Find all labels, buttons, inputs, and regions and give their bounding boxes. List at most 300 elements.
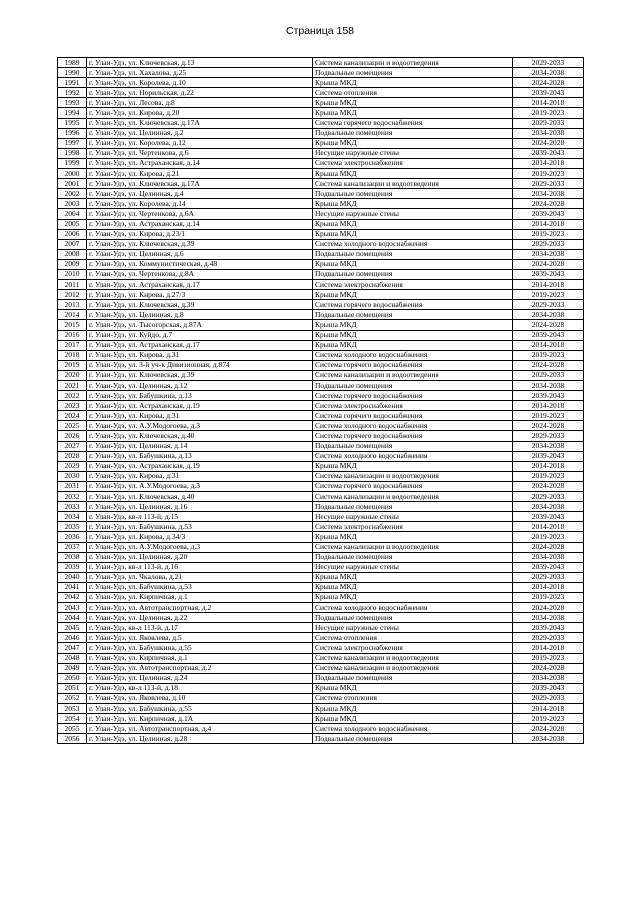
period-cell: 2024-2028 — [513, 78, 584, 88]
table-row — [58, 98, 584, 108]
work-type-cell: Крыша МКД — [313, 138, 513, 148]
table-row — [58, 532, 584, 542]
table-row — [58, 280, 584, 290]
address-cell: г. Улан-Удэ, ул. Королева, д.10 — [87, 78, 313, 88]
row-number-cell: 2037 — [58, 542, 87, 552]
address-cell: г. Улан-Удэ, ул. Бабушкина, д.55 — [87, 643, 313, 653]
work-type-cell: Система холодного водоснабжения — [313, 350, 513, 360]
table-body — [58, 58, 584, 744]
row-number-cell: 2025 — [58, 421, 87, 431]
table-row — [58, 209, 584, 219]
period-cell: 2024-2028 — [513, 481, 584, 491]
table-row — [58, 158, 584, 168]
period-cell: 2034-2038 — [513, 502, 584, 512]
address-cell: г. Улан-Удэ, ул. Ключевская, д.40 — [87, 492, 313, 502]
row-number-cell: 2034 — [58, 512, 87, 522]
work-type-cell: Несущие наружные стены — [313, 623, 513, 633]
table-row — [58, 441, 584, 451]
period-cell: 2034-2038 — [513, 189, 584, 199]
row-number-cell: 1997 — [58, 138, 87, 148]
work-type-cell: Система отопления — [313, 88, 513, 98]
table-row — [58, 411, 584, 421]
row-number-cell: 2029 — [58, 461, 87, 471]
address-cell: г. Улан-Удэ, ул. Бабушкина, д.55 — [87, 704, 313, 714]
table-row — [58, 370, 584, 380]
work-type-cell: Крыша МКД — [313, 330, 513, 340]
address-cell: г. Улан-Удэ, ул. Чкалова, д.21 — [87, 572, 313, 582]
period-cell: 2039-2043 — [513, 88, 584, 98]
address-cell: г. Улан-Удэ, ул. Кирова, д.34/3 — [87, 532, 313, 542]
period-cell: 2034-2038 — [513, 128, 584, 138]
period-cell: 2034-2038 — [513, 734, 584, 744]
work-type-cell: Несущие наружные стены — [313, 148, 513, 158]
address-cell: г. Улан-Удэ, кв-л 113-й, д.17 — [87, 623, 313, 633]
work-type-cell: Система горячего водоснабжения — [313, 300, 513, 310]
address-cell: г. Улан-Удэ, ул. А.У.Модогоева, д.3 — [87, 421, 313, 431]
table-row — [58, 189, 584, 199]
address-cell: г. Улан-Удэ, ул. Лесова, д.8 — [87, 98, 313, 108]
period-cell: 2024-2028 — [513, 542, 584, 552]
table-row — [58, 290, 584, 300]
address-cell: г. Улан-Удэ, ул. Бабушкина, д.53 — [87, 582, 313, 592]
work-type-cell: Система холодного водоснабжения — [313, 603, 513, 613]
period-cell: 2014-2018 — [513, 643, 584, 653]
period-cell: 2019-2023 — [513, 471, 584, 481]
work-type-cell: Крыша МКД — [313, 714, 513, 724]
table-row — [58, 572, 584, 582]
period-cell: 2014-2018 — [513, 340, 584, 350]
table-row — [58, 552, 584, 562]
period-cell: 2029-2033 — [513, 300, 584, 310]
row-number-cell: 2041 — [58, 582, 87, 592]
work-type-cell: Крыша МКД — [313, 169, 513, 179]
work-type-cell: Система электроснабжения — [313, 643, 513, 653]
work-type-cell: Система канализации и водоотведения — [313, 663, 513, 673]
period-cell: 2014-2018 — [513, 280, 584, 290]
table-row — [58, 320, 584, 330]
period-cell: 2039-2043 — [513, 451, 584, 461]
address-cell: г. Улан-Удэ, ул. Автотранспортная, д.4 — [87, 724, 313, 734]
address-cell: г. Улан-Удэ, кв-л 113-й, д.15 — [87, 512, 313, 522]
address-cell: г. Улан-Удэ, ул. Чертенкова, д.8А — [87, 269, 313, 279]
period-cell: 2034-2038 — [513, 68, 584, 78]
work-type-cell: Крыша МКД — [313, 219, 513, 229]
address-cell: г. Улан-Удэ, ул. Кирова, д.31 — [87, 411, 313, 421]
work-type-cell: Система канализации и водоотведения — [313, 471, 513, 481]
table-row — [58, 663, 584, 673]
works-schedule-table — [57, 57, 584, 744]
row-number-cell: 2031 — [58, 481, 87, 491]
row-number-cell: 2035 — [58, 522, 87, 532]
address-cell: г. Улан-Удэ, ул. Ключевская, д.13 — [87, 58, 313, 68]
work-type-cell: Система канализации и водоотведения — [313, 179, 513, 189]
work-type-cell: Система горячего водоснабжения — [313, 481, 513, 491]
table-row — [58, 683, 584, 693]
table-row — [58, 704, 584, 714]
work-type-cell: Несущие наружные стены — [313, 512, 513, 522]
period-cell: 2039-2043 — [513, 683, 584, 693]
address-cell: г. Улан-Удэ, ул. Целинная, д.12 — [87, 381, 313, 391]
row-number-cell: 2039 — [58, 562, 87, 572]
work-type-cell: Подвальные помещения — [313, 734, 513, 744]
row-number-cell: 2009 — [58, 259, 87, 269]
work-type-cell: Несущие наружные стены — [313, 562, 513, 572]
table-row — [58, 350, 584, 360]
row-number-cell: 2012 — [58, 290, 87, 300]
row-number-cell: 2000 — [58, 169, 87, 179]
work-type-cell: Подвальные помещения — [313, 552, 513, 562]
work-type-cell: Система холодного водоснабжения — [313, 421, 513, 431]
table-row — [58, 592, 584, 602]
table-row — [58, 603, 584, 613]
work-type-cell: Крыша МКД — [313, 199, 513, 209]
work-type-cell: Крыша МКД — [313, 461, 513, 471]
row-number-cell: 2056 — [58, 734, 87, 744]
page-number-label: Страница 158 — [285, 25, 355, 37]
table-row — [58, 310, 584, 320]
row-number-cell: 2006 — [58, 229, 87, 239]
address-cell: г. Улан-Удэ, ул. Чертенкова, д.6 — [87, 148, 313, 158]
table-row — [58, 239, 584, 249]
period-cell: 2039-2043 — [513, 330, 584, 340]
period-cell: 2029-2033 — [513, 431, 584, 441]
row-number-cell: 1994 — [58, 108, 87, 118]
period-cell: 2039-2043 — [513, 512, 584, 522]
address-cell: г. Улан-Удэ, ул. А.У.Модогоева, д.3 — [87, 542, 313, 552]
work-type-cell: Система электроснабжения — [313, 522, 513, 532]
period-cell: 2029-2033 — [513, 633, 584, 643]
work-type-cell: Подвальные помещения — [313, 249, 513, 259]
work-type-cell: Система электроснабжения — [313, 158, 513, 168]
work-type-cell: Крыша МКД — [313, 229, 513, 239]
row-number-cell: 2040 — [58, 572, 87, 582]
table-row — [58, 502, 584, 512]
address-cell: г. Улан-Удэ, ул. Автотранспортная, д.2 — [87, 603, 313, 613]
row-number-cell: 2050 — [58, 673, 87, 683]
period-cell: 2024-2028 — [513, 421, 584, 431]
work-type-cell: Подвальные помещения — [313, 189, 513, 199]
row-number-cell: 2026 — [58, 431, 87, 441]
address-cell: г. Улан-Удэ, ул. Королева, д.14 — [87, 199, 313, 209]
table-row — [58, 512, 584, 522]
address-cell: г. Улан-Удэ, ул. Целинная, д.8 — [87, 310, 313, 320]
table-row — [58, 734, 584, 744]
work-type-cell: Система электроснабжения — [313, 280, 513, 290]
period-cell: 2034-2038 — [513, 249, 584, 259]
address-cell: г. Улан-Удэ, ул. Целинная, д.28 — [87, 734, 313, 744]
work-type-cell: Подвальные помещения — [313, 381, 513, 391]
row-number-cell: 2032 — [58, 492, 87, 502]
table-row — [58, 229, 584, 239]
address-cell: г. Улан-Удэ, ул. Ключевская, д.39 — [87, 239, 313, 249]
address-cell: г. Улан-Удэ, ул. Астраханская, д.14 — [87, 219, 313, 229]
table-row — [58, 269, 584, 279]
table-row — [58, 169, 584, 179]
row-number-cell: 1995 — [58, 118, 87, 128]
period-cell: 2019-2023 — [513, 653, 584, 663]
address-cell: г. Улан-Удэ, ул. Яковлева, д.10 — [87, 693, 313, 703]
address-cell: г. Улан-Удэ, кв-л 113-й, д.16 — [87, 562, 313, 572]
period-cell: 2034-2038 — [513, 310, 584, 320]
work-type-cell: Система горячего водоснабжения — [313, 411, 513, 421]
row-number-cell: 2055 — [58, 724, 87, 734]
work-type-cell: Подвальные помещения — [313, 613, 513, 623]
work-type-cell: Система канализации и водоотведения — [313, 492, 513, 502]
row-number-cell: 2046 — [58, 633, 87, 643]
row-number-cell: 2048 — [58, 653, 87, 663]
row-number-cell: 2019 — [58, 360, 87, 370]
table-row — [58, 219, 584, 229]
work-type-cell: Система горячего водоснабжения — [313, 118, 513, 128]
row-number-cell: 2023 — [58, 401, 87, 411]
period-cell: 2019-2023 — [513, 290, 584, 300]
table-row — [58, 179, 584, 189]
address-cell: г. Улан-Удэ, ул. Кирова, д.27/3 — [87, 290, 313, 300]
row-number-cell: 2049 — [58, 663, 87, 673]
address-cell: г. Улан-Удэ, ул. Тысогорская, д.87А — [87, 320, 313, 330]
address-cell: г. Улан-Удэ, ул. Ключевская, д.17А — [87, 118, 313, 128]
row-number-cell: 1991 — [58, 78, 87, 88]
work-type-cell: Крыша МКД — [313, 340, 513, 350]
work-type-cell: Система холодного водоснабжения — [313, 724, 513, 734]
work-type-cell: Крыша МКД — [313, 592, 513, 602]
address-cell: г. Улан-Удэ, ул. Кирпичная, д.1А — [87, 714, 313, 724]
table-row — [58, 108, 584, 118]
work-type-cell: Подвальные помещения — [313, 68, 513, 78]
work-type-cell: Система канализации и водоотведения — [313, 58, 513, 68]
row-number-cell: 1992 — [58, 88, 87, 98]
period-cell: 2034-2038 — [513, 381, 584, 391]
period-cell: 2034-2038 — [513, 673, 584, 683]
table-row — [58, 78, 584, 88]
work-type-cell: Крыша МКД — [313, 320, 513, 330]
table-row — [58, 492, 584, 502]
address-cell: г. Улан-Удэ, ул. Астраханская, д.17 — [87, 340, 313, 350]
address-cell: г. Улан-Удэ, ул. Целинная, д.6 — [87, 249, 313, 259]
row-number-cell: 2020 — [58, 370, 87, 380]
row-number-cell: 1990 — [58, 68, 87, 78]
row-number-cell: 2054 — [58, 714, 87, 724]
table-row — [58, 633, 584, 643]
period-cell: 2029-2033 — [513, 693, 584, 703]
row-number-cell: 2015 — [58, 320, 87, 330]
address-cell: г. Улан-Удэ, ул. Ключевская, д.39 — [87, 370, 313, 380]
row-number-cell: 2002 — [58, 189, 87, 199]
period-cell: 2024-2028 — [513, 724, 584, 734]
period-cell: 2024-2028 — [513, 199, 584, 209]
period-cell: 2019-2023 — [513, 532, 584, 542]
work-type-cell: Крыша МКД — [313, 78, 513, 88]
period-cell: 2029-2033 — [513, 118, 584, 128]
period-cell: 2029-2033 — [513, 239, 584, 249]
address-cell: г. Улан-Удэ, ул. Чертенкова, д.6А — [87, 209, 313, 219]
period-cell: 2034-2038 — [513, 613, 584, 623]
table-row — [58, 68, 584, 78]
row-number-cell: 2051 — [58, 683, 87, 693]
row-number-cell: 2052 — [58, 693, 87, 703]
address-cell: г. Улан-Удэ, ул. Ключевская, д.40 — [87, 431, 313, 441]
address-cell: г. Улан-Удэ, ул. Целинная, д.20 — [87, 552, 313, 562]
table-row — [58, 461, 584, 471]
row-number-cell: 2030 — [58, 471, 87, 481]
period-cell: 2014-2018 — [513, 98, 584, 108]
table-row — [58, 481, 584, 491]
row-number-cell: 2043 — [58, 603, 87, 613]
table-row — [58, 118, 584, 128]
address-cell: г. Улан-Удэ, ул. Целинная, д.24 — [87, 673, 313, 683]
address-cell: г. Улан-Удэ, ул. Астраханская, д.19 — [87, 401, 313, 411]
table-row — [58, 199, 584, 209]
period-cell: 2014-2018 — [513, 219, 584, 229]
row-number-cell: 2045 — [58, 623, 87, 633]
row-number-cell: 2038 — [58, 552, 87, 562]
period-cell: 2014-2018 — [513, 158, 584, 168]
table-row — [58, 381, 584, 391]
table-row — [58, 360, 584, 370]
address-cell: г. Улан-Удэ, ул. Кирова, д.21 — [87, 169, 313, 179]
row-number-cell: 2001 — [58, 179, 87, 189]
table-row — [58, 58, 584, 68]
work-type-cell: Система горячего водоснабжения — [313, 360, 513, 370]
row-number-cell: 1998 — [58, 148, 87, 158]
table-row — [58, 724, 584, 734]
row-number-cell: 2028 — [58, 451, 87, 461]
period-cell: 2019-2023 — [513, 714, 584, 724]
work-type-cell: Подвальные помещения — [313, 310, 513, 320]
period-cell: 2019-2023 — [513, 229, 584, 239]
period-cell: 2029-2033 — [513, 179, 584, 189]
address-cell: г. Улан-Удэ, ул. Норильская, д.22 — [87, 88, 313, 98]
period-cell: 2039-2043 — [513, 562, 584, 572]
work-type-cell: Крыша МКД — [313, 532, 513, 542]
row-number-cell: 2027 — [58, 441, 87, 451]
period-cell: 2024-2028 — [513, 320, 584, 330]
address-cell: г. Улан-Удэ, ул. Целинная, д.16 — [87, 502, 313, 512]
table-row — [58, 148, 584, 158]
table-row — [58, 471, 584, 481]
row-number-cell: 2033 — [58, 502, 87, 512]
address-cell: г. Улан-Удэ, ул. Целинная, д.22 — [87, 613, 313, 623]
address-cell: г. Улан-Удэ, ул. Целинная, д.14 — [87, 441, 313, 451]
period-cell: 2039-2043 — [513, 391, 584, 401]
work-type-cell: Система горячего водоснабжения — [313, 431, 513, 441]
address-cell: г. Улан-Удэ, ул. Королева, д.12 — [87, 138, 313, 148]
work-type-cell: Система электроснабжения — [313, 401, 513, 411]
address-cell: г. Улан-Удэ, ул. Бабушкина, д.53 — [87, 522, 313, 532]
work-type-cell: Крыша МКД — [313, 704, 513, 714]
row-number-cell: 2005 — [58, 219, 87, 229]
period-cell: 2039-2043 — [513, 623, 584, 633]
table-row — [58, 522, 584, 532]
period-cell: 2014-2018 — [513, 461, 584, 471]
address-cell: г. Улан-Удэ, ул. Куйдо, д.7 — [87, 330, 313, 340]
period-cell: 2029-2033 — [513, 370, 584, 380]
work-type-cell: Подвальные помещения — [313, 128, 513, 138]
work-type-cell: Система отопления — [313, 633, 513, 643]
work-type-cell: Крыша МКД — [313, 259, 513, 269]
table-row — [58, 542, 584, 552]
table-row — [58, 623, 584, 633]
period-cell: 2034-2038 — [513, 441, 584, 451]
period-cell: 2029-2033 — [513, 492, 584, 502]
address-cell: г. Улан-Удэ, ул. Автотранспортная, д.2 — [87, 663, 313, 673]
work-type-cell: Система горячего водоснабжения — [313, 391, 513, 401]
period-cell: 2019-2023 — [513, 350, 584, 360]
work-type-cell: Крыша МКД — [313, 683, 513, 693]
work-type-cell: Подвальные помещения — [313, 269, 513, 279]
address-cell: г. Улан-Удэ, кв-л 113-й, д.18 — [87, 683, 313, 693]
period-cell: 2039-2043 — [513, 209, 584, 219]
row-number-cell: 2003 — [58, 199, 87, 209]
work-type-cell: Крыша МКД — [313, 582, 513, 592]
row-number-cell: 1999 — [58, 158, 87, 168]
address-cell: г. Улан-Удэ, ул. Кирова, д.23/1 — [87, 229, 313, 239]
address-cell: г. Улан-Удэ, ул. Бабушкина, д.13 — [87, 391, 313, 401]
address-cell: г. Улан-Удэ, ул. Кирпичная, д.1 — [87, 592, 313, 602]
table-row — [58, 451, 584, 461]
work-type-cell: Система канализации и водоотведения — [313, 370, 513, 380]
table-row — [58, 340, 584, 350]
period-cell: 2019-2023 — [513, 108, 584, 118]
row-number-cell: 2024 — [58, 411, 87, 421]
work-type-cell: Система отопления — [313, 693, 513, 703]
table-row — [58, 401, 584, 411]
row-number-cell: 2007 — [58, 239, 87, 249]
row-number-cell: 2013 — [58, 300, 87, 310]
row-number-cell: 2021 — [58, 381, 87, 391]
period-cell: 2014-2018 — [513, 401, 584, 411]
work-type-cell: Крыша МКД — [313, 108, 513, 118]
period-cell: 2024-2028 — [513, 603, 584, 613]
work-type-cell: Система канализации и водоотведения — [313, 653, 513, 663]
work-type-cell: Крыша МКД — [313, 290, 513, 300]
period-cell: 2019-2023 — [513, 592, 584, 602]
row-number-cell: 2008 — [58, 249, 87, 259]
table-row — [58, 259, 584, 269]
period-cell: 2024-2028 — [513, 360, 584, 370]
work-type-cell: Система канализации и водоотведения — [313, 542, 513, 552]
address-cell: г. Улан-Удэ, ул. Кирова, д.20 — [87, 108, 313, 118]
address-cell: г. Улан-Удэ, ул. Коммунистическая, д.48 — [87, 259, 313, 269]
period-cell: 2039-2043 — [513, 269, 584, 279]
work-type-cell: Подвальные помещения — [313, 673, 513, 683]
period-cell: 2034-2038 — [513, 552, 584, 562]
work-type-cell: Крыша МКД — [313, 572, 513, 582]
table-row — [58, 673, 584, 683]
table-row — [58, 88, 584, 98]
address-cell: г. Улан-Удэ, ул. А.У.Модогоева, д.3 — [87, 481, 313, 491]
work-type-cell: Подвальные помещения — [313, 502, 513, 512]
address-cell: г. Улан-Удэ, ул. 3-й уч-к Дивизионная, д.874 — [87, 360, 313, 370]
row-number-cell: 2036 — [58, 532, 87, 542]
work-type-cell: Система холодного водоснабжения — [313, 451, 513, 461]
row-number-cell: 2016 — [58, 330, 87, 340]
period-cell: 2029-2033 — [513, 572, 584, 582]
row-number-cell: 2053 — [58, 704, 87, 714]
table-row — [58, 613, 584, 623]
period-cell: 2019-2023 — [513, 411, 584, 421]
address-cell: г. Улан-Удэ, ул. Кирпичная, д.1 — [87, 653, 313, 663]
table-row — [58, 562, 584, 572]
row-number-cell: 2018 — [58, 350, 87, 360]
period-cell: 2024-2028 — [513, 259, 584, 269]
table-row — [58, 249, 584, 259]
row-number-cell: 1989 — [58, 58, 87, 68]
address-cell: г. Улан-Удэ, ул. Астраханская, д.14 — [87, 158, 313, 168]
address-cell: г. Улан-Удэ, ул. Яковлева, д.5 — [87, 633, 313, 643]
row-number-cell: 2047 — [58, 643, 87, 653]
table-row — [58, 653, 584, 663]
